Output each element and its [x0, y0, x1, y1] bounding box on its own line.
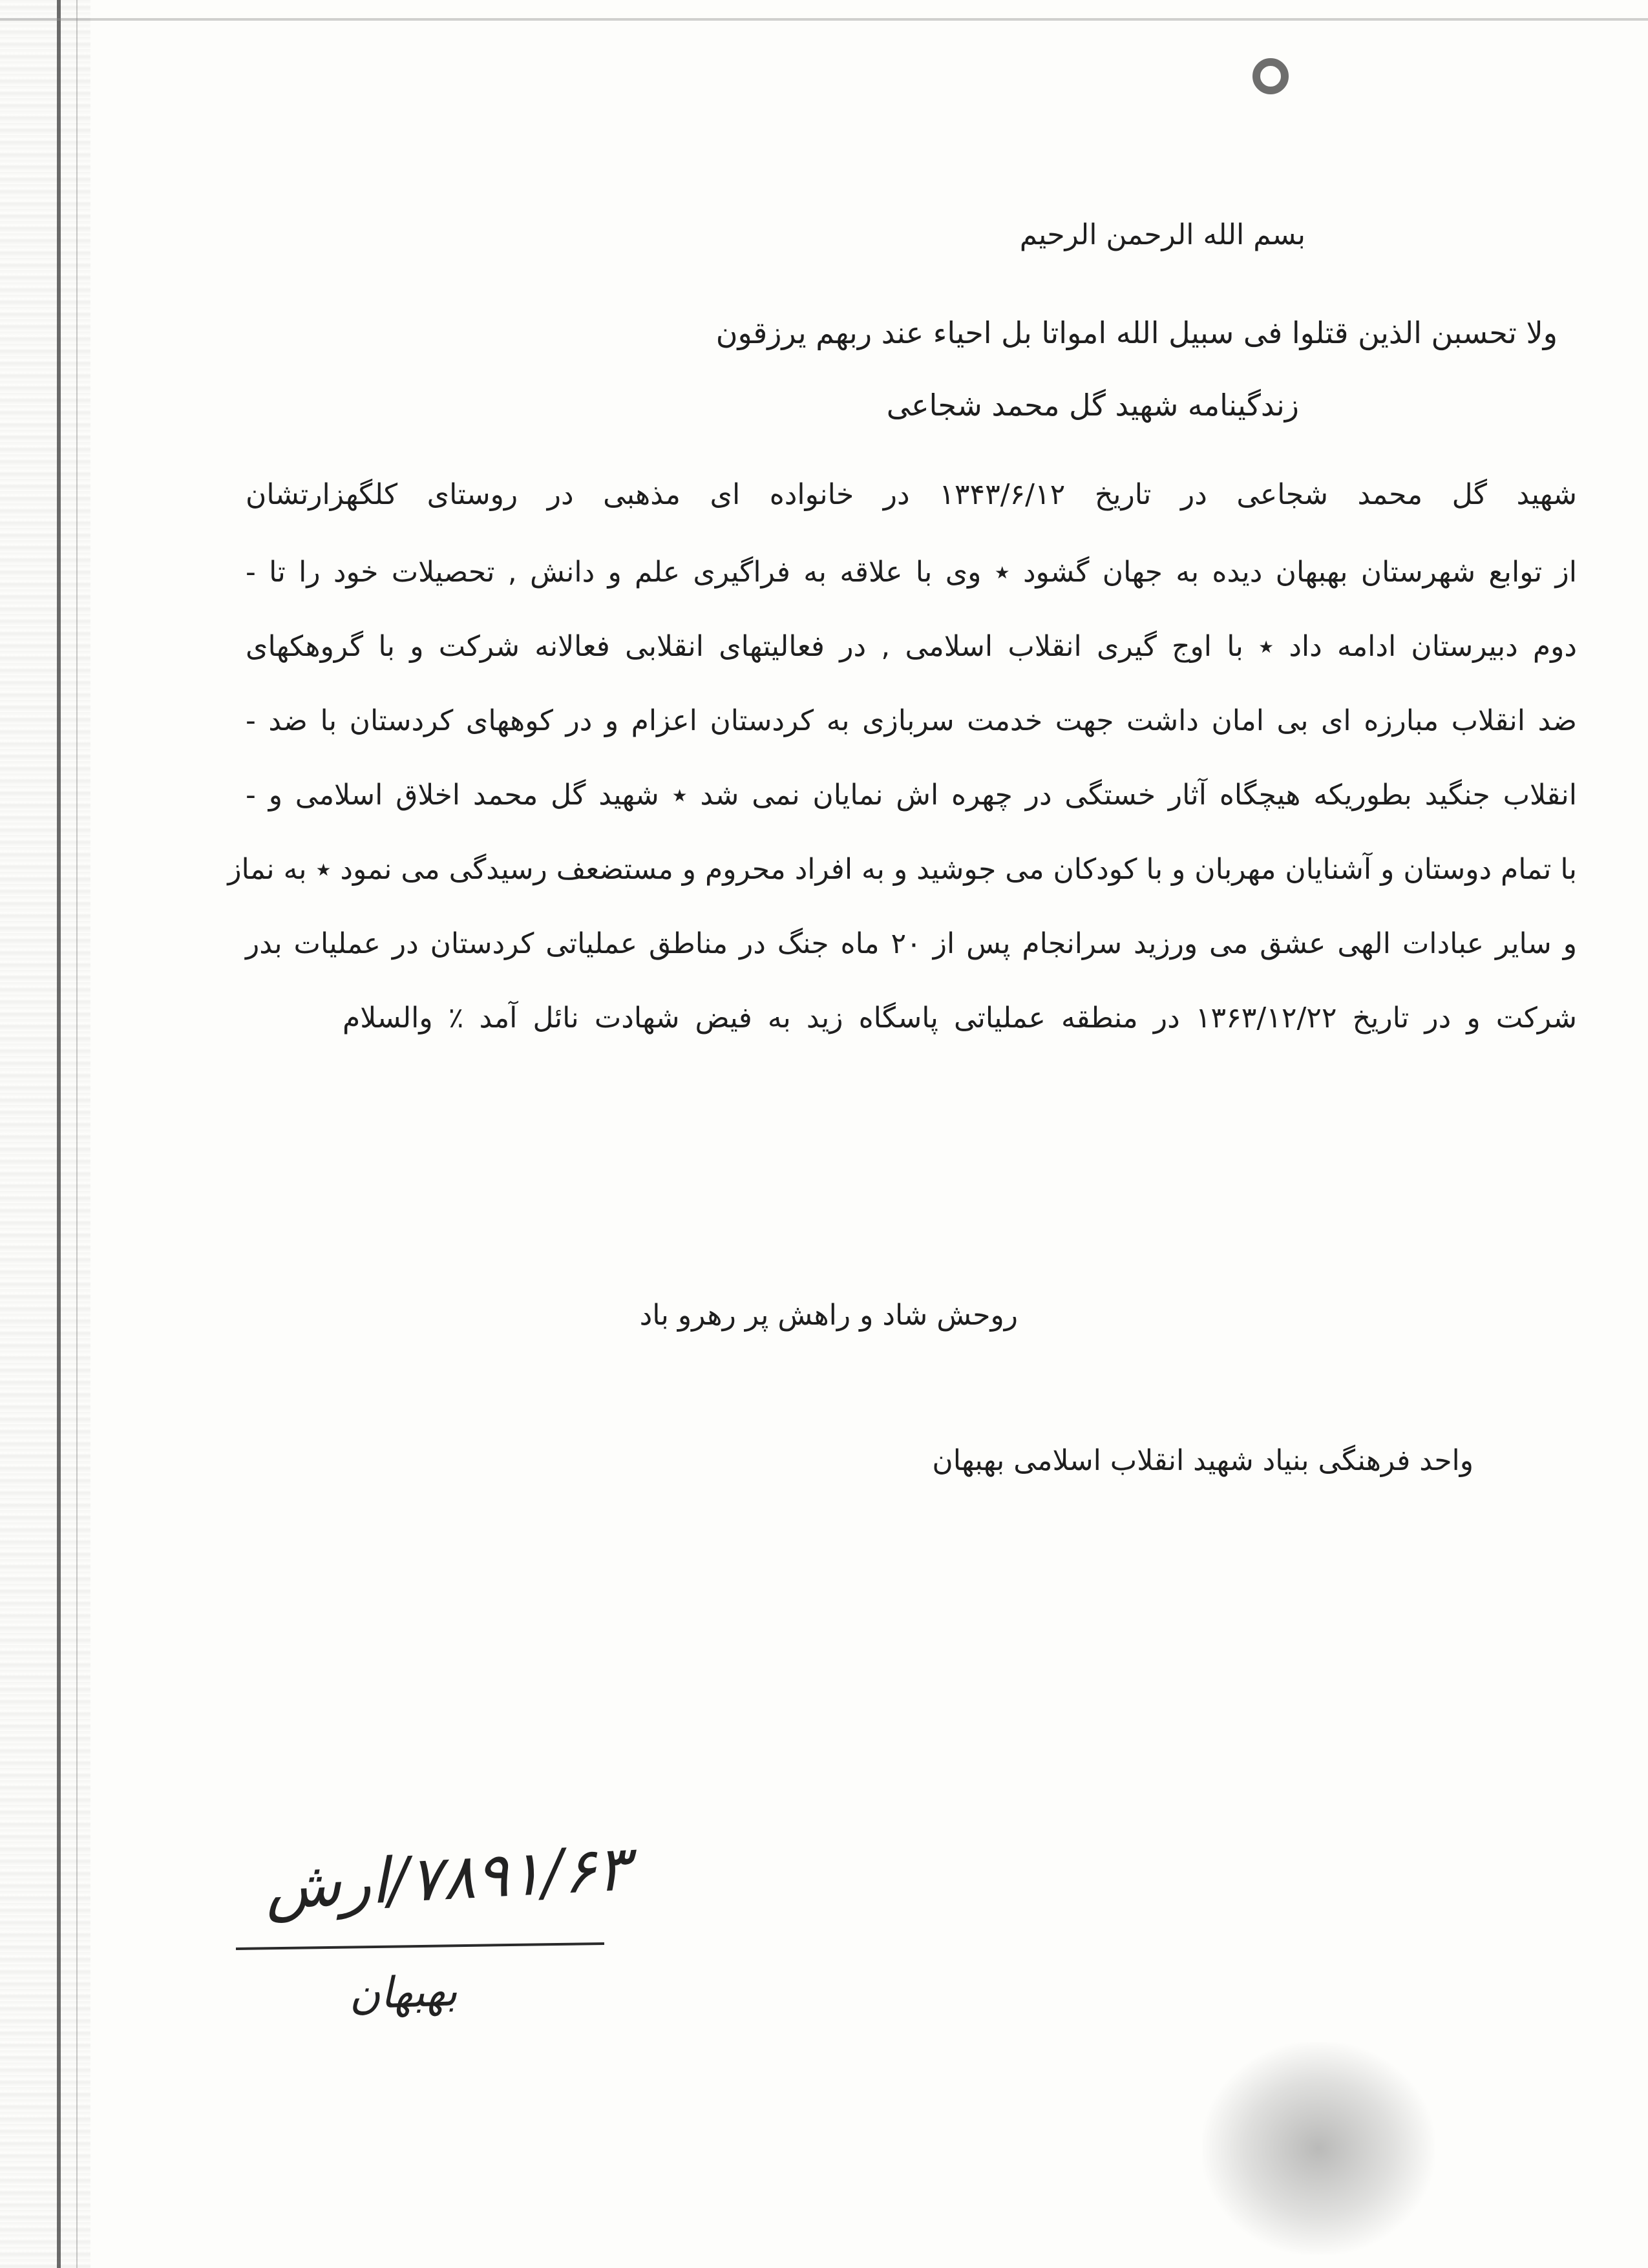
- scan-top-line: [0, 18, 1648, 21]
- body-line: دوم دبیرستان ادامه داد ٭ با اوج گیری انقلاب اسلامی , در فعالیتهای انقلابی فعالانه شرکت و با گروهکهای: [246, 630, 1577, 663]
- handwritten-place: بهبهان: [348, 1966, 459, 2019]
- document-title: زندگینامه شهید گل محمد شجاعی: [886, 388, 1299, 423]
- body-line: انقلاب جنگید بطوریکه هیچگاه آثار خستگی در چهره اش نمایان نمی شد ٭ شهید گل محمد اخلاق اسلامی و -: [246, 779, 1577, 812]
- scan-edge-line: [57, 0, 61, 2268]
- body-line: و سایر عبادات الهی عشق می ورزید سرانجام پس از ۲۰ ماه جنگ در مناطق عملیاتی کردستان در عملیات بدر: [246, 927, 1577, 960]
- closing-prayer: روحش شاد و راهش پر رهرو باد: [639, 1299, 1018, 1332]
- scan-stain: [1202, 2042, 1435, 2255]
- body-line: شرکت و در تاریخ ۱۳۶۳/۱۲/۲۲ در منطقه عملیاتی پاسگاه زید به فیض شهادت نائل آمد ٪ والسلام: [343, 1002, 1577, 1034]
- quran-verse: ولا تحسبن الذین قتلوا فی سبیل الله امواتا بل احیاء عند ربهم یرزقون: [715, 315, 1558, 350]
- body-line: ضد انقلاب مبارزه ای بی امان داشت جهت خدمت سربازی به کردستان اعزام و در کوههای کردستان با ضد -: [246, 704, 1577, 737]
- punch-hole-icon: [1252, 58, 1289, 94]
- issuer-signature: واحد فرهنگی بنیاد شهید انقلاب اسلامی بهبهان: [932, 1444, 1474, 1477]
- handwritten-archive-number: ۷۸۹۱/۶۳/ارش: [263, 1832, 631, 1924]
- scan-edge-line-secondary: [76, 0, 78, 2268]
- body-line: شهید گل محمد شجاعی در تاریخ ۱۳۴۳/۶/۱۲ در خانواده ای مذهبی در روستای کلگهزارتشان: [246, 478, 1577, 511]
- handwritten-underline: [236, 1942, 604, 1950]
- bismillah-heading: بسم الله الرحمن الرحیم: [1019, 218, 1305, 251]
- body-line: با تمام دوستان و آشنایان مهربان و با کودکان می جوشید و به افراد محروم و مستضعف رسیدگی می نمود ٭ به نماز: [227, 853, 1577, 886]
- body-line: از توابع شهرستان بهبهان دیده به جهان گشود ٭ وی با علاقه به فراگیری علم و دانش , تحصیلات خود را تا -: [246, 556, 1577, 589]
